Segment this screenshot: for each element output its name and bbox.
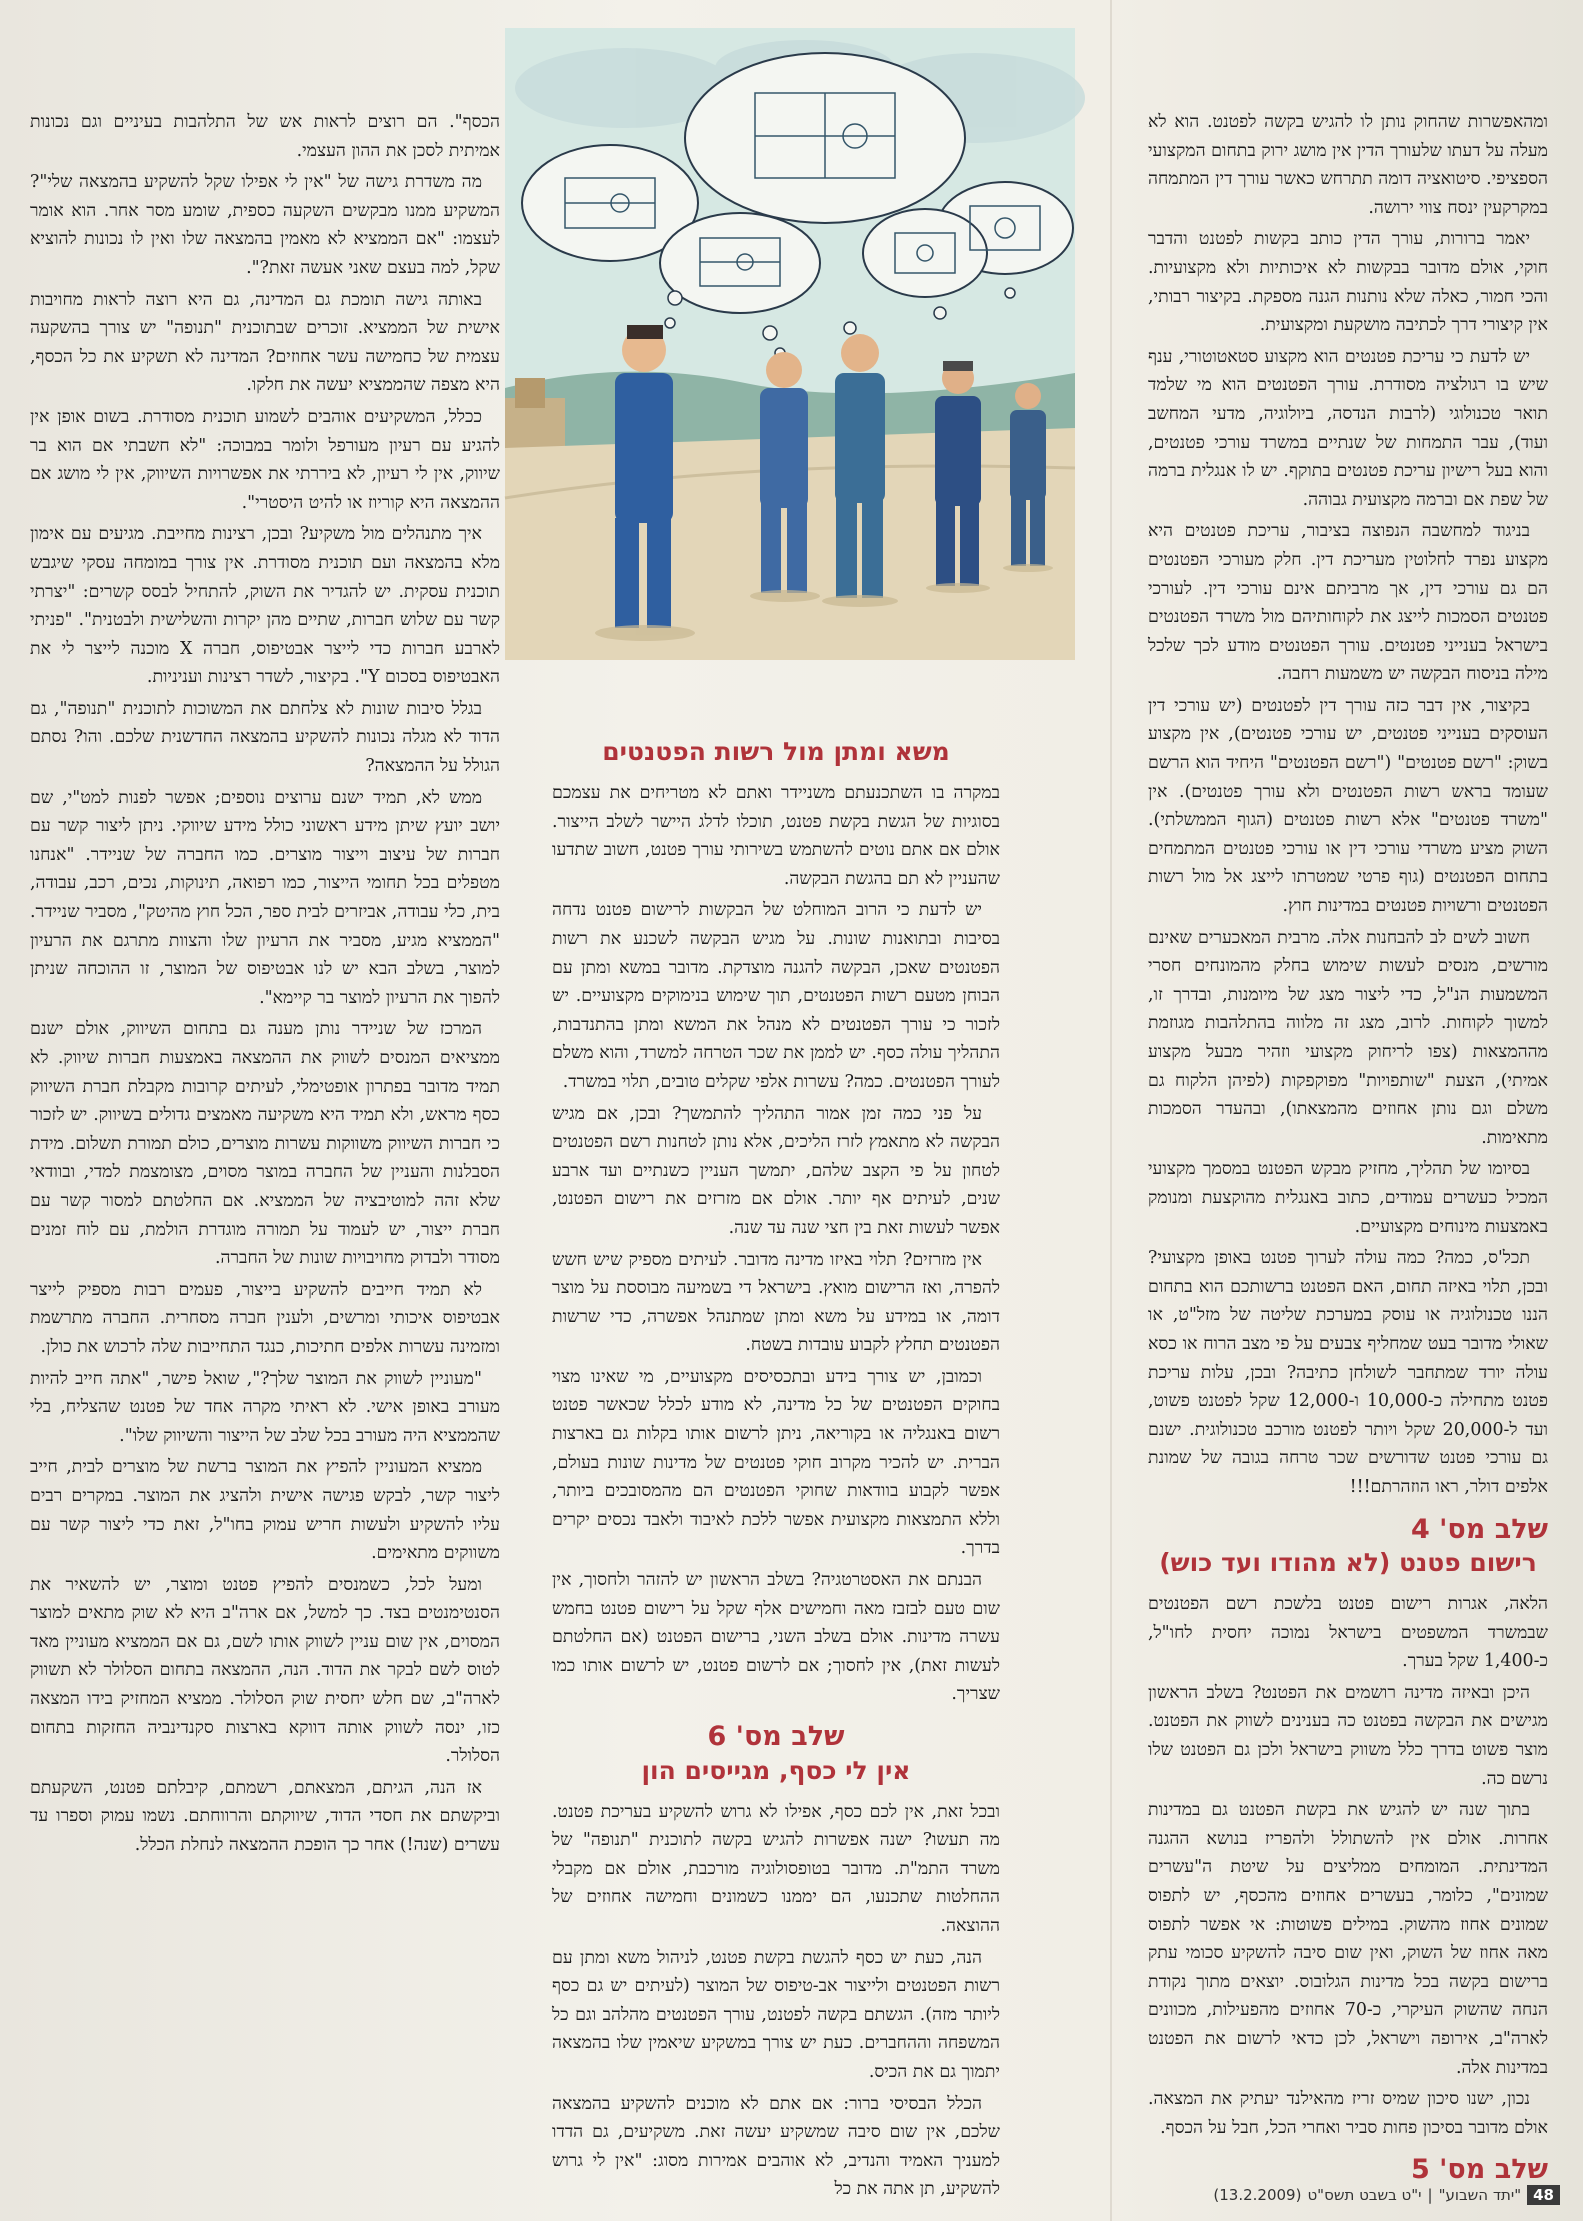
stage-6-label: שלב מס' 6 bbox=[707, 1721, 845, 1752]
gregorian-date: (13.2.2009) bbox=[1213, 2186, 1302, 2204]
paragraph: איך מתנהלים מול משקיע? ובכן, רצינות מחייבת. מגיעים עם אימון מלא בהמצאה ועם תוכנית מסודרת. אין צורך במומחה עסקי שיגבש תוכנית עסקית. יש להגדיר את השוק, להתחיל לבסס קשרים: "יצרתי קשר עם שלוש חברות, שתיים מהן יקרות והשלישית ולבטנית". "פניתי לארבע חברות כדי לייצר אבטיפוס, חברה X מוכנה לייצר לי את האבטיפוס בסכום Y". בקיצור, לשדר רצינות ועניניות. bbox=[30, 524, 500, 688]
paragraph: באותה גישה תומכת גם המדינה, גם היא רוצה לראות מחויבות אישית של הממציא. זוכרים שבתוכנית "תנופה" יש צורך בהשקעה עצמית של כחמישה עשר אחוזים? המדינה לא תשקיע את כל הכסף, היא מצפה שהממציא יעשה את חלקו. bbox=[30, 289, 500, 396]
paragraph: הכלל הבסיסי ברור: אם אתם לא מוכנים להשקיע בהמצאה שלכם, אין שום סיבה שמשקיע יעשה זאת. משקיעים, גם הדדו למעניך האמיד והנדיב, לא אוהבים אמירות מסוג: "אין לי גרוש להשקיע, תן אתה את כל bbox=[552, 2093, 1000, 2200]
paragraph: חשוב לשים לב להבחנות אלה. מרבית המאכערים שאינם מורשים, מנסים לעשות שימוש בחלק מהמונחים חסרי המשמעות הנ"ל, כדי ליצור מצג של מיומנות, ובדרך זו, למשוך לקוחות. לרוב, מצג זה מלווה בהתלהבות מגוזמת מההמצאות (צפו לריחוק מקצועי וזהיר מבעל מקצוע אמיתי), הצעת "שותפויות" מפוקפקות (לפיהן הלקוח גם משלם וגם נותן אחוזים מהמצאתו), ובהעדר הסמכות מתאימות. bbox=[1148, 927, 1548, 1148]
paragraph: אין מזרזים? תלוי באיזו מדינה מדובר. לעיתים מספיק שיש חשש להפרה, ואז הרישום מואץ. בישראל די בשמיעה מבוססת על מוצר דומה, או במידע על משא ומתן שמתנהל אפשרה, כדי שרשות הפטנטים תחלץ לקבוע עובדות בשטח. bbox=[552, 1249, 1000, 1356]
paragraph: בסיומו של תהליך, מחזיק מבקש הפטנט במסמך מקצועי המכיל כעשרים עמודים, כתוב באנגלית מהוקצעת ומנומק באמצעות מינוחים מקצועיים. bbox=[1148, 1159, 1548, 1237]
paragraph: במקרה בו השתכנעתם משניידר ואתם לא מטריחים את עצמכם בסוגיות של הגשת בקשת פטנט, תוכלו לדלג היישר לשלב הייצור. אולם אם אתם נוטים להשתמש בשירותי עורך פטנט, חשוב שתדעו שהעניין לא תם בהגשת הבקשה. bbox=[552, 783, 1000, 889]
paragraph: יש לדעת כי עריכת פטנטים הוא מקצוע סטאטוטורי, ענף שיש בו רגולציה מסודרת. עורך הפטנטים הוא מי שלמד תואר טכנולוגי (לרבות הנדסה, ביולוגיה, מדעי המחשב ועוד), עבר התמחות של שנתיים במשרד עורכי פטנטים, והוא בעל רישיון עריכת פטנטים בתוקף. יש לו אנגלית ברמה של שפת אם וברמה מקצועית גבוהה. bbox=[1148, 346, 1548, 510]
paragraph: בניגוד למחשבה הנפוצה בציבור, עריכת פטנטים היא מקצוע נפרד לחלוטין מעריכת דין. חלק מעורכי הפטנטים הם גם עורכי דין, אך מרביתם אינם עורכי דין. לעורכי פטנטים הסמכות לייצג את לקוחותיהם מול משרד הפטנטים בישראל בענייני פטנטים. עורך הפטנטים מודע לכך שלכל מילה בניסוח הבקשה יש משמעות רחבה. bbox=[1148, 521, 1548, 685]
illustration-inventors bbox=[505, 28, 1075, 660]
stage-5-label: שלב מס' 5 bbox=[1410, 2154, 1548, 2186]
paragraph: היכן ובאיזה מדינה רושמים את הפטנט? בשלב הראשון מגישים את הבקשה בפטנט כה בענינים לשווק את הפטנט. מוצר פשוט בדרך כלל משווק בישראל ולכן גם הפטנט שלו נרשם כה. bbox=[1148, 1682, 1548, 1789]
column-fold bbox=[1110, 0, 1112, 2221]
page-number: 48 bbox=[1527, 2185, 1560, 2205]
paragraph: הכסף". הם רוצים לראות אש של התלהבות בעיניים וגם נכונות אמיתית לסכן את ההון העצמי. bbox=[30, 112, 500, 161]
stage-4-title: רישום פטנט (לא מהודו ועד כוש) bbox=[1159, 1548, 1537, 1578]
paragraph: על פני כמה זמן אמור התהליך להתמשך? ובכן, אם מגיש הבקשה לא מתאמץ לזרז הליכים, אלא נותן לטחנות רשם הפטנטים לטחון על פי הקצב שלהם, יתמשך העניין כשנתיים ועד ארבע שנים, לעיתים אף יותר. אולם אם מזרזים את רישום הפטנט, אפשר לעשות זאת בין חצי שנה עד שנה. bbox=[552, 1103, 1000, 1238]
paragraph: לא תמיד חייבים להשקיע בייצור, פעמים רבות מספיק לייצר אבטיפוס איכותי ומרשים, ולענין חברה מסחרית. החברה מתרשמת ומזמינה עשרות אלפים חתיכות, כנגד התחייבות שלה לרכוש את כולן. bbox=[30, 1279, 500, 1357]
separator-icon: | bbox=[1427, 2186, 1433, 2204]
paragraph: נכון, ישנו סיכון שמיס זריז מהאילנד יעתיק את המצאה. אולם מדובר בסיכון פחות סביר ואחרי הכל, חבל על הכסף. bbox=[1148, 2089, 1548, 2138]
paragraph: ככלל, המשקיעים אוהבים לשמוע תוכנית מסודרת. בשום אופן אין להגיע עם רעיון מעורפל ולומר במבוכה: "לא חשבתי אם הוא בר שיווק, אין לי רעיון, לא ביררתי את אפשרויות השיווק, אין לי מושג אם ההמצאה היא קוריוז או להיט היסטרי". bbox=[30, 406, 500, 513]
paragraph: הנה, כעת יש כסף להגשת בקשת פטנט, לניהול משא ומתן עם רשות הפטנטים ולייצור אב-טיפוס של המוצר (לעיתים יש גם כסף ליותר מזה). הגשתם בקשה לפטנט, עורך הפטנטים מהלהב וגם כל המשפחה וההחברים. כעת יש צורך במשקיע שיאמין שלו בהמצאה יתמוך גם את הכיס. bbox=[552, 1947, 1000, 2082]
paragraph: ממש לא, תמיד ישנם ערוצים נוספים; אפשר לפנות למט"י, שם יושב יועץ שיתן מידע ראשוני כולל מידע שיווקי. ניתן ליצור קשר עם חברות של עיצוב וייצור מוצרים. כמו החברה של שניידר. "אנחנו מטפלים בכל תחומי הייצור, כמו רפואה, תינוקות, נכים, רכב, עבודה, בית, כלי עבודה, אביזרים לבית ספר, הכל חוץ מהיטק", מסביר שניידר. "הממציא מגיע, מסביר את הרעיון שלו והצוות מתרגם את הרעיון למוצר, בשלב הבא יש לנו אבטיפוס של המוצר, זו ההוכחה שניתן להפוך את הרעיון למוצר בר קיימא". bbox=[30, 787, 500, 1008]
paragraph: ממציא המעוניין להפיץ את המוצר ברשת של מוצרים לבית, חייב ליצור קשר, לבקש פגישה אישית ולהציג את המוצר. במקרים רבים עליו להשקיע ולעשות חריש עמוק בחו"ל, זאת כדי ליצור קשר עם משווקים מתאימים. bbox=[30, 1457, 500, 1564]
paragraph: הבנתם את האסטרטגיה? בשלב הראשון יש להזהר ולחסוך, אין שום טעם לבזבז מאה וחמישים אלף שקל על רישום פטנט בחמש עשרה מדינות. אולם בשלב השני, ברישום הפטנט (אם החלטתם לעשות זאת), אין לחסוך; אם לרשום פטנט, יש לרשום אותו כמו שצריך. bbox=[552, 1570, 1000, 1705]
illustration-svg bbox=[505, 28, 1075, 660]
paragraph: ומהאפשרות שהחוק נותן לו להגיש בקשה לפטנט. הוא לא מעלה על דעתו שלעורך הדין אין מושג ירוק בתחום המקצועי הספציפי. סיטואציה דומה תתרחש כאשר עורך דין המתמחה במקרקעין ינסח צווי ירושה. bbox=[1148, 112, 1548, 218]
paragraph: בקיצור, אין דבר כזה עורך דין לפטנטים (יש עורכי דין העוסקים בענייני פטנטים, יש עורכי פטנטים), אין מקצוע בשוק: "רשם פטנטים" ("רשם הפטנטים" היחיד הוא הרשם שעומד בראש רשות הפטנטים ולא עורך פטנטים). אין "משרד פטנטים" אלא רשות פטנטים (הגוף הממשלתי). השוק מציע משרדי עורכי דין או עורכי פטנטים המתמחים בתחום הפטנטים (גוף פרטי שמטרתו לייצג אל מול רשות הפטנטים ורשויות פטנטים במדינות חוץ. bbox=[1148, 695, 1548, 917]
stage-6-title: אין לי כסף, מגייסים הון bbox=[641, 1755, 911, 1785]
middle-column bbox=[552, 735, 1000, 2200]
paragraph: בגלל סיבות שונות לא צלחתם את המשוכות לתוכנית "תנופה", גם הדוד לא מגלה נכונות להשקיע בהמצאה החדשנית שלכם. והו? נסתם הגולל על ההמצאה? bbox=[30, 698, 500, 777]
negotiation-headline: משא ומתן מול רשות הפטנטים bbox=[602, 737, 950, 766]
paragraph: יאמר ברורות, עורך הדין כותב בקשות לפטנט והדבר חוקי, אולם מדובר בבקשות לא איכותיות ולא מקצועיות. והכי חמור, כאלה שלא נותנות הגנה מספקת. בקיצור רבותי, אין קיצורי דרך לכתיבה מושקעת ומקצועית. bbox=[1148, 229, 1548, 336]
paragraph: ומעל לכל, כשמנסים להפיץ פטנט ומוצר, יש להשאיר את הסנטימנטים בצד. כך למשל, אם ארה"ב היא לא שוק מתאים למוצר המסוים, אין שום עניין לשווק אותו לשם, גם אם הממציא מעוניין מאד לטוס לשם לבקר את הדוד. הנה, ההמצאה בתחום הסלולר לא תשווק לארה"ב, שם חלש יחסית שוק הסלולר. ממציא המחזיק בידו המצאה כזו, ינסה לשווק אותה דווקא בארצות סקנדינביה החזקות בתחום הסלולר. bbox=[30, 1574, 500, 1767]
paragraph: הלאה, אגרות רישום פטנט בלשכת רשם הפטנטים שבמשרד המשפטים בישראל נמוכה יחסית לחו"ל, כ-1,400 שקל בערך. bbox=[1148, 1594, 1548, 1672]
right-column bbox=[1148, 108, 1549, 2186]
publication-name: "יתד השבוע" bbox=[1438, 2186, 1522, 2204]
left-column bbox=[30, 108, 500, 2108]
paragraph: תכל'ס, כמה? כמה עולה לערוך פטנט באופן מקצועי? ובכן, תלוי באיזה תחום, האם הפטנט ברשותכם הוא בתחום הננו טכנולוגיה או עוסק במערכת שליטה של מזל"ט, או שאולי מדובר בעט שמחליף צבעים על פי מצב הרוח או כסא עולה יורד שמתחבר לשולחן כתיבה? ובכן, עלות עריכת פטנט מתחילה כ-10,000 ו-12,000 שקל לפטנט פשוט, ועד ל-20,000 שקל ויותר לפטנט מורכב טכנולוגית. ישנם גם עורכי פטנט שדורשים שכר טרחה בגובה של שמונת אלפים דולר, ראו הוזהרתם!!! bbox=[1148, 1248, 1549, 1497]
paragraph: אז הנה, הגיתם, המצאתם, רשמתם, קיבלתם פטנט, השקעתם וביקשתם את חסדי הדוד, שיווקתם והרווחתם. נשמו עמוק וספרו עד עשרים (שנה!) אחר כך הופכת ההמצאה לנחלת הכלל. bbox=[30, 1777, 500, 1856]
paragraph: "מעוניין לשווק את המוצר שלך?", שואל פישר, "אתה חייב להיות מעורב באופן אישי. לא ראיתי מקרה אחד של פטנט שהצליח, בלי שהממציא היה מעורב בכל שלב של הייצור והשיווק שלו". bbox=[30, 1368, 500, 1446]
paragraph: יש לדעת כי הרוב המוחלט של הבקשות לרישום פטנט נדחה בסיבות ובתואנות שונות. על מגיש הבקשה לשכנע את רשות הפטנטים שאכן, הבקשה להגנה מוצדקת. מדובר במשא ומתן עם הבוחן מטעם רשות הפטנטים, תוך שימוש בנימוקים מקצועיים. יש לזכור כי עורך הפטנטים לא מנהל את המשא ומתן בהתנדבות, התהליך עולה כסף. יש לממן את שכר הטרחה למשרד, והוא משלם לעורך הפטנטים. כמה? עשרות אלפי שקלים טובים, תלוי במשרד. bbox=[552, 900, 1000, 1092]
paragraph: המרכז של שניידר נותן מענה גם בתחום השיווק, אולם ישנם ממציאים המנסים לשווק את ההמצאה באמצעות חברות שיווק. לא תמיד מדובר בפתרון אופטימלי, לעיתים קרובות מקבלת חברת השיווק כסף מראש, ולא תמיד היא משקיעה מאמצים גדולים בשיווק. יש לזכור כי חברות השיווק משווקות עשרות מוצרים, כולם תמורת תשלום. מידת הסבלנות והעניין של החברה במוצר מסוים, מצומצמת למדי, ובוודאי שלא זהה למוטיבציה של הממציא. אם החלטתם למסור קשר עם חברת ייצור, יש לעמוד על תמורה מוגדרת הולמת, עם לוח זמנים מסודר ולבדוק מחויבויות שונות של החברה. bbox=[30, 1019, 500, 1269]
paragraph: בתוך שנה יש להגיש את בקשת הפטנט גם במדינות אחרות. אולם אין להשתולל ולהפריז בנושא ההגנה המדינתית. המומחים ממליצים על שיטת ה"עשרים שמונים", כלומר, בעשרים אחוזים מהכסף, יש לתפוס שמונים אחוז מהשוק. במילים פשוטות: אי אפשר לתפוס מאה אחוז של השוק, ואין שום סיבה להשקיע סכומי עתק ברישום בקשה בכל מדינות הגלובוס. יוצאים מתוך נקודת הנחה שהשוק העיקרי, כ-70 אחוזים מהפעילות, מכוונים לארה"ב, אירופה וישראל, לכן כדאי לרשום את הפטנט במדינות אלה. bbox=[1148, 1800, 1548, 2078]
stage-4-label: שלב מס' 4 bbox=[1410, 1513, 1548, 1545]
paragraph: מה משדרת גישה של "אין לי אפילו שקל להשקיע בהמצאה שלי"? המשקיע ממנו מבקשים השקעה כספית, שומע מסר אחר. הוא אומר לעצמו: "אם הממציא לא מאמין בהמצאה שלו ואין לו נכונות להוציא שקל, למה בעצם שאני אעשה זאת?". bbox=[30, 172, 500, 278]
hebrew-date: י"ט בשבט תשס"ט bbox=[1307, 2186, 1422, 2204]
paragraph: ובכל זאת, אין לכם כסף, אפילו לא גרוש להשקיע בעריכת פטנט. מה תעשו? ישנה אפשרות להגיש בקשה לתוכנית "תנופה" של משרד התמ"ת. מדובר בטופסולוגיה מורכבת, אולם אם מקבלי ההחלטות שתכנעו, הם יממנו כשמונים וחמישה אחוזים של ההוצאה. bbox=[552, 1801, 1000, 1936]
page-footer bbox=[1140, 2182, 1560, 2208]
paragraph: וכמובן, יש צורך בידע ובתכסיסים מקצועיים, מי שאינו מצוי בחוקים הפטנטים של כל מדינה, לא מודע לכלל שכאשר פטנט רשום באנגליה או בקוריאה, ניתן לרשום אותו בקלות גם בארצות הברית. יש להכיר מקרוב חוקי פטנטים של מדינות שונות בעולם, אפשר לקבוע בוודאות שחוקי הפטנטים הם מהמסובכים ביותר, וללא התמצאות מקצועית אפשר ללכת לאיבוד ולאבד נכסים יקרים בדרך. bbox=[552, 1366, 1000, 1559]
